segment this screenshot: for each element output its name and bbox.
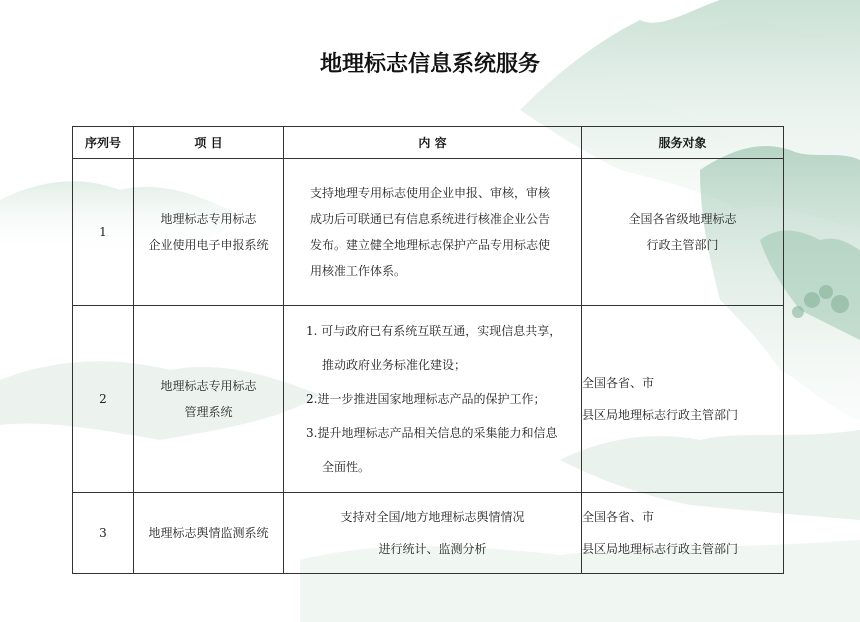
content-line: 进行统计、监测分析 — [378, 542, 487, 556]
table-row — [73, 159, 784, 306]
row-content — [284, 493, 582, 574]
target-line: 全国各省、市 — [582, 376, 655, 390]
row-item — [134, 159, 284, 306]
content-line: 1. 可与政府已有系统互联互通，实现信息共享， — [306, 324, 562, 338]
service-table — [72, 126, 784, 574]
row-content — [284, 306, 582, 493]
row-target — [582, 306, 784, 493]
content-line: 推动政府业务标准化建设； — [322, 358, 467, 372]
header-item: 项 目 — [134, 127, 284, 159]
row-content — [284, 159, 582, 306]
target-line: 县区局地理标志行政主管部门 — [582, 408, 739, 422]
table-row — [73, 493, 784, 574]
row-item — [134, 306, 284, 493]
row-seq: 1 — [73, 159, 134, 306]
item-line: 管理系统 — [184, 405, 233, 419]
item-line: 地理标志舆情监测系统 — [148, 526, 269, 540]
content-line: 2.进一步推进国家地理标志产品的保护工作； — [306, 392, 546, 406]
table-header-row — [73, 127, 784, 159]
row-seq: 3 — [73, 493, 134, 574]
target-line: 全国各省级地理标志 — [628, 212, 737, 226]
item-line: 地理标志专用标志 — [160, 379, 257, 393]
content-line: 3.提升地理标志产品相关信息的采集能力和信息 — [306, 426, 558, 440]
content-line: 支持对全国/地方地理标志舆情情况 — [340, 510, 525, 524]
content-line: 发布。建立健全地理标志保护产品专用标志使 — [310, 238, 551, 252]
target-line: 县区局地理标志行政主管部门 — [582, 542, 739, 556]
target-line: 行政主管部门 — [646, 238, 719, 252]
row-target — [582, 493, 784, 574]
row-seq: 2 — [73, 306, 134, 493]
content-line: 用核准工作体系。 — [310, 264, 407, 278]
table-row — [73, 306, 784, 493]
header-target: 服务对象 — [582, 127, 784, 159]
header-seq: 序列号 — [73, 127, 134, 159]
page-title: 地理标志信息系统服务 — [319, 52, 540, 77]
content-line: 全面性。 — [322, 460, 371, 474]
content-line: 支持地理专用标志使用企业申报、审核，审核 — [310, 186, 551, 200]
item-line: 地理标志专用标志 — [160, 212, 257, 226]
item-line: 企业使用电子申报系统 — [148, 238, 269, 252]
target-line: 全国各省、市 — [582, 510, 655, 524]
header-content: 内 容 — [284, 127, 582, 159]
row-item — [134, 493, 284, 574]
content-line: 成功后可联通已有信息系统进行核准企业公告 — [310, 212, 551, 226]
row-target — [582, 159, 784, 306]
